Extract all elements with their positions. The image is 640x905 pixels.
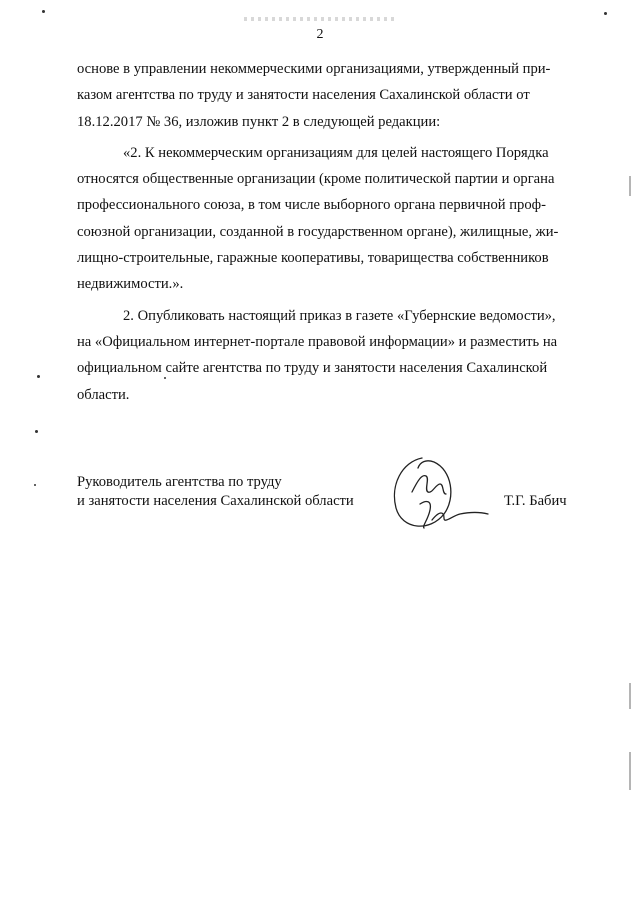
handwritten-signature bbox=[382, 450, 492, 540]
text-line: области. bbox=[77, 386, 130, 403]
text-line: основе в управлении некоммерческими организациями, утвержденный при- bbox=[77, 61, 551, 77]
text-line: официальном сайте агентства по труду и занятости населения Сахалинской bbox=[77, 360, 548, 377]
scan-dot-left-1 bbox=[37, 375, 40, 378]
text-line: на «Официальном интернет-портале правовой информации» и разместить на bbox=[77, 333, 558, 350]
text-line: «2. К некоммерческим организациям для целей настоящего Порядка bbox=[123, 144, 549, 161]
scan-edge-mark-2 bbox=[629, 683, 631, 709]
text-line: лищно-строительные, гаражные кооперативы, товарищества собственников bbox=[77, 250, 549, 267]
text-line: относятся общественные организации (кроме политической партии и органа bbox=[77, 171, 555, 188]
text-line: казом агентства по труду и занятости населения Сахалинской области от bbox=[77, 87, 530, 104]
text-line: недвижимости.». bbox=[77, 276, 184, 293]
signatory-position-line: Руководитель агентства по труду bbox=[77, 474, 282, 490]
paragraph-publication bbox=[77, 303, 573, 408]
scan-dot-top-left bbox=[42, 10, 45, 13]
paragraph-quoted-amendment bbox=[77, 140, 573, 298]
document-body bbox=[77, 56, 573, 408]
paragraph-intro bbox=[77, 56, 573, 135]
text-line: союзной организации, созданной в государственном органе), жилищные, жи- bbox=[77, 223, 559, 240]
scan-dot-top-right bbox=[604, 12, 607, 15]
scan-edge-mark-3 bbox=[629, 752, 631, 790]
text-line: 18.12.2017 № 36, изложив пункт 2 в следующей редакции: bbox=[77, 113, 441, 130]
text-line: профессионального союза, в том числе выборного органа первичной проф- bbox=[77, 197, 546, 214]
scan-dot-left-3 bbox=[34, 484, 36, 486]
scan-dot-left-2 bbox=[35, 430, 38, 433]
signatory-position bbox=[77, 473, 354, 511]
scan-header-smudge bbox=[244, 17, 394, 21]
signatory-name: Т.Г. Бабич bbox=[504, 493, 567, 509]
scan-edge-mark-1 bbox=[629, 176, 631, 196]
signatory-position-line: и занятости населения Сахалинской области bbox=[77, 493, 354, 509]
page-number: 2 bbox=[316, 27, 324, 42]
text-line: 2. Опубликовать настоящий приказ в газете «Губернские ведомости», bbox=[123, 307, 556, 324]
